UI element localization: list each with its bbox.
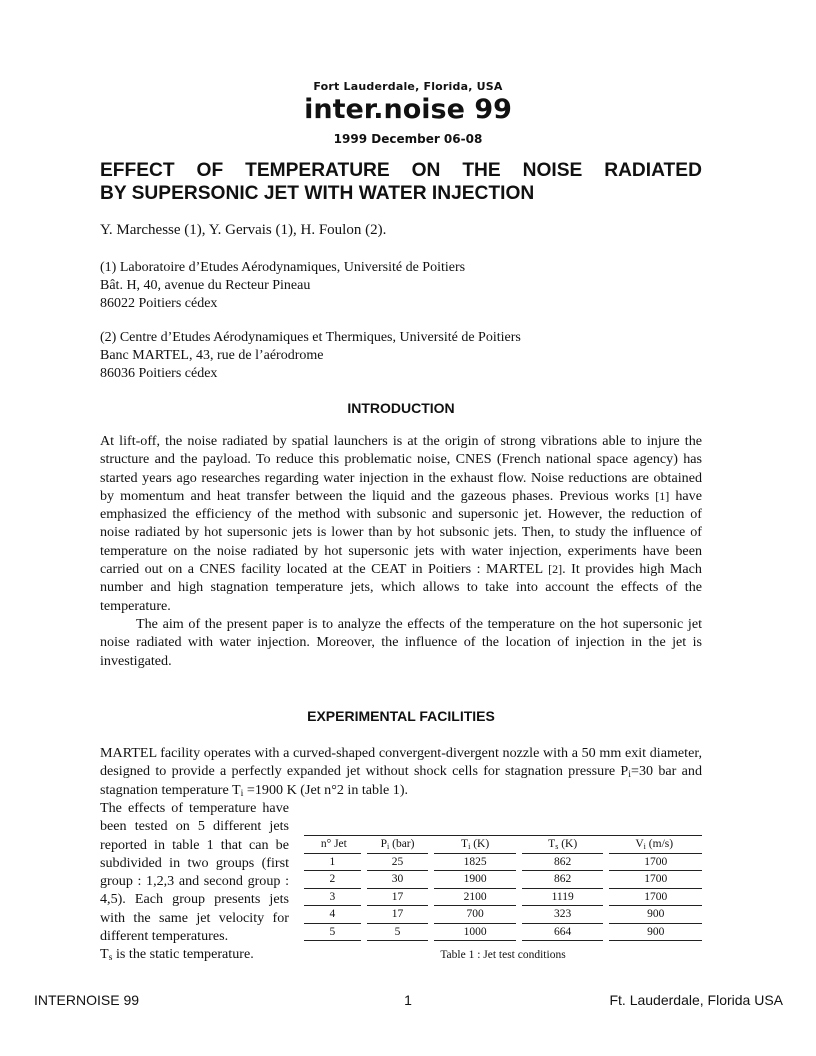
paragraph: At lift-off, the noise radiated by spatial launchers is at the origin of strong vibrations able to injure the structure and the payload. To reduce this problematic noise, CNES (French national space agency) has started years ago researches regarding water injection in the exhaust flow. Noise reductions are obtained by momentum and heat transfer between the liquid and the gazeous phases. Previous works [1] have emphasized the efficiency of the method with subsonic and supersonic jet. However, the reduction of noise radiated by hot supersonic jets is lower than by hot subsonic jets. Then, to study the influence of temperature on the noise radiated by hot supersonic jets with water injection, experiments have been carried out on a CNES facility located at the CEAT in Poitiers : MARTEL [2]. It provides high Mach number and high stagnation temperature jets, which allows to take into account the effects of the temperature. — [100, 433, 702, 614]
affiliation-line: (1) Laboratoire d’Etudes Aérodynamiques, Université de Poitiers — [100, 260, 466, 275]
table-cell: 2 — [304, 871, 364, 889]
table-cell: 3 — [304, 888, 364, 906]
citation: [2] — [548, 562, 563, 577]
table-cell: 1900 — [431, 871, 519, 889]
table-cell: 30 — [364, 871, 432, 889]
table-row — [304, 853, 702, 871]
column-header: $T_s$ (K) — [519, 836, 607, 854]
table-cell: 664 — [519, 923, 607, 941]
authors: Y. Marchesse (1), Y. Gervais (1), H. Foulon (2). — [100, 222, 387, 238]
affiliation-2 — [100, 329, 521, 383]
column-header: n° Jet — [304, 836, 364, 854]
affiliation-line: Bât. H, 40, avenue du Recteur Pineau — [100, 278, 311, 293]
table-cell: 4 — [304, 906, 364, 924]
table-caption: Table 1 : Jet test conditions — [440, 949, 566, 961]
table-cell: 1700 — [606, 888, 702, 906]
affiliation-line: Banc MARTEL, 43, rue de l’aérodrome — [100, 348, 324, 363]
table-header-row — [304, 836, 702, 854]
paragraph: The aim of the present paper is to analyze the effects of the temperature on the hot supersonic jet noise radiated with water injection. Moreover, the influence of the location of injection in the jet is investigated. — [100, 615, 702, 669]
affiliation-line: 86022 Poitiers cédex — [100, 296, 218, 311]
affiliation-line: (2) Centre d’Etudes Aérodynamiques et Thermiques, Université de Poitiers — [100, 330, 521, 345]
jet-conditions-table — [304, 835, 702, 941]
table-row — [304, 906, 702, 924]
conference-location: Fort Lauderdale, Florida, USA — [313, 80, 503, 93]
table-cell: 900 — [606, 906, 702, 924]
conference-logo: inter.noise 99 — [304, 94, 512, 125]
column-header: $P_i$ (bar) — [364, 836, 432, 854]
title-word: RADIATED — [604, 160, 702, 181]
section-heading-introduction: INTRODUCTION — [347, 400, 455, 416]
conference-date: 1999 December 06-08 — [333, 132, 483, 146]
title-word: OF — [196, 160, 224, 181]
table-row — [304, 888, 702, 906]
affiliation-1 — [100, 259, 465, 313]
table-cell: 1000 — [431, 923, 519, 941]
table-cell: 323 — [519, 906, 607, 924]
column-header: $V_i$ (m/s) — [606, 836, 702, 854]
table-cell: 700 — [431, 906, 519, 924]
facilities-body — [100, 744, 702, 799]
title-word: ON — [411, 160, 441, 181]
table-cell: 862 — [519, 853, 607, 871]
title-word: EFFECT — [100, 160, 175, 181]
footer-left: INTERNOISE 99 — [34, 992, 140, 1008]
title-line-1 — [100, 159, 702, 182]
title-word: NOISE — [522, 160, 583, 181]
title-word: THE — [462, 160, 501, 181]
table-cell: 17 — [364, 888, 432, 906]
table-cell: 862 — [519, 871, 607, 889]
facilities-side-text — [100, 799, 289, 964]
footer-right: Ft. Lauderdale, Florida USA — [609, 992, 783, 1008]
table-row — [304, 923, 702, 941]
table-row — [304, 871, 702, 889]
table-cell: 1119 — [519, 888, 607, 906]
page-number: 1 — [404, 992, 412, 1008]
title-line-2: BY SUPERSONIC JET WITH WATER INJECTION — [100, 183, 535, 204]
paragraph: $T_s$ is the static temperature. — [100, 946, 254, 964]
table-cell: 5 — [364, 923, 432, 941]
table-cell: 5 — [304, 923, 364, 941]
column-header: $T_i$ (K) — [431, 836, 519, 854]
title-word: TEMPERATURE — [245, 160, 390, 181]
table-cell: 1 — [304, 853, 364, 871]
table-cell: 1700 — [606, 871, 702, 889]
table-cell: 1700 — [606, 853, 702, 871]
affiliation-line: 86036 Poitiers cédex — [100, 366, 218, 381]
paragraph: MARTEL facility operates with a curved-shaped convergent-divergent nozzle with a 50 mm exit diameter, designed to provide a perfectly expanded jet without shock cells for stagnation pressure $P_i=30$ bar and stagnation temperature $T_i =1900$ K (Jet n°2 in table 1). — [100, 745, 703, 799]
table-cell: 25 — [364, 853, 432, 871]
paragraph: The effects of temperature have been tested on 5 different jets reported in table 1 that can be subdivided in two groups (first group : 1,2,3 and second group : 4,5). Each group presents jets with the same jet velocity for different temperatures. — [100, 800, 289, 945]
table-cell: 2100 — [431, 888, 519, 906]
table-cell: 1825 — [431, 853, 519, 871]
table-cell: 900 — [606, 923, 702, 941]
table-cell: 17 — [364, 906, 432, 924]
introduction-body — [100, 432, 702, 670]
citation: [1] — [655, 488, 670, 503]
section-heading-facilities: EXPERIMENTAL FACILITIES — [307, 708, 495, 724]
paper-title — [100, 159, 702, 205]
